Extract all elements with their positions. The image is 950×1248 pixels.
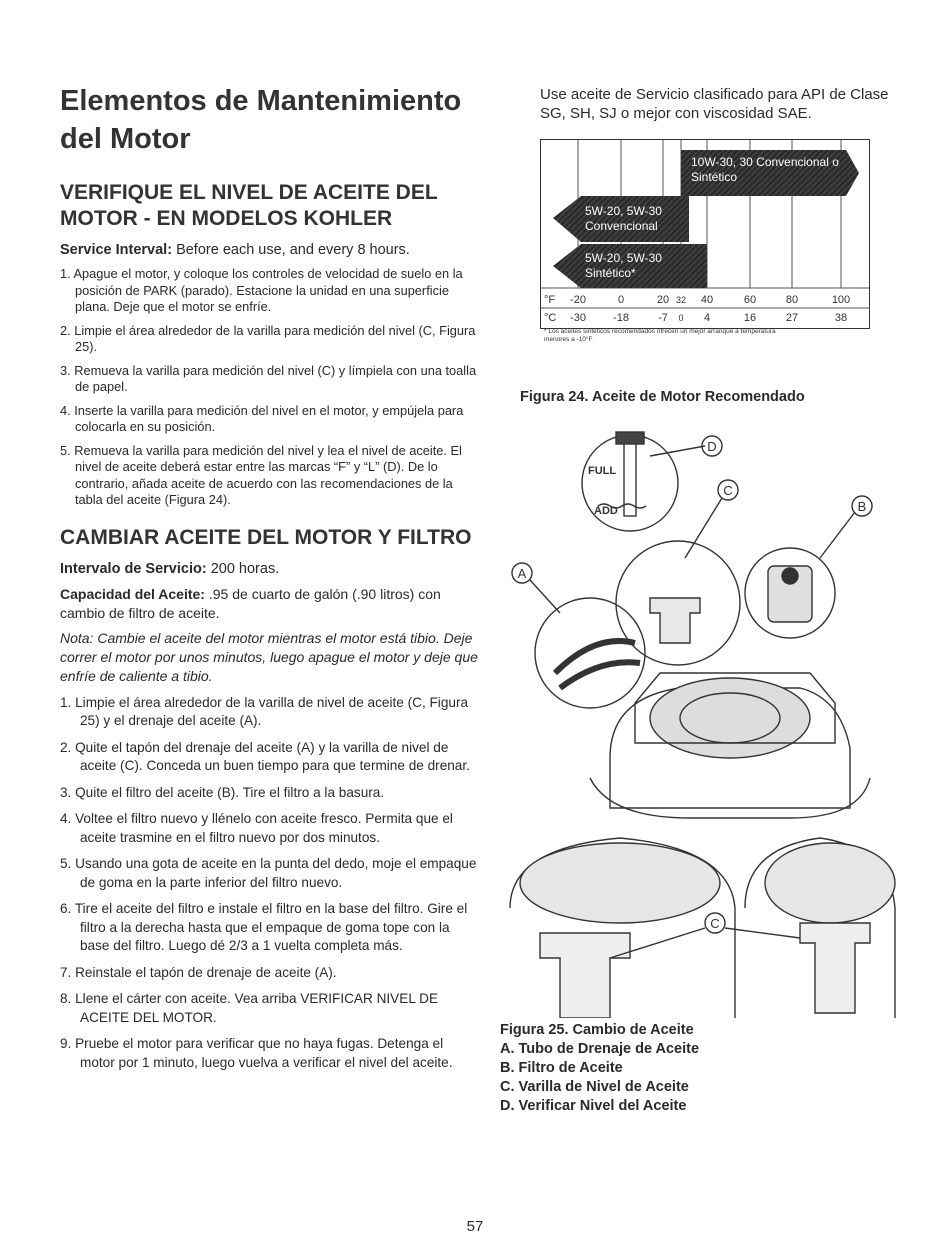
arrow-low-label-2: Sintético* [585,266,636,280]
list-item: 4. Inserte la varilla para medición del nivel en el motor, y empújela para colocarla en su posición. [60,402,464,434]
left-column [60,82,480,1080]
list-item: 5. Remueva la varilla para medición del nivel y lea el nivel de aceite. El nivel de aceite deberá estar entre las marcas “F” y “L” (D). De lo contrario, añada aceite de acuerdo con las recomendaciones de la tabla del aceite (Figura 24). [60,442,462,507]
change-interval-value: 200 horas. [206,560,280,577]
c-tick: 4 [703,312,711,324]
arrow-top-label-2: Sintético [691,170,738,184]
change-interval [60,559,480,579]
callout-c-label: C [723,483,733,498]
f-ticks [570,294,850,306]
list-item: 1. Limpie el área alrededor de la varilla de nivel de aceite (C, Figura 25) y el drenaje del aceite (A). [60,694,469,728]
c-tick: 38 [834,312,848,324]
change-interval-label: Intervalo de Servicio: [60,560,207,577]
page-title: Elementos de Mantenimiento del Motor [60,85,462,155]
list-item: 2. Limpie el área alrededor de la varilla para medición del nivel (C, Figura 25). [60,322,476,354]
oil-viscosity-chart [540,139,870,343]
legend-item-a: A. Tubo de Drenaje de Aceite [500,1041,700,1057]
arrow-top-label-1: 10W-30, 30 Convencional o [691,155,839,169]
chart-footnote-line-1: * Los aceites sintéticos recomendados ofrecen un mejor arranque a temperatura [544,328,776,335]
section-heading-check-oil: VERIFIQUE EL NIVEL DE ACEITE DEL MOTOR - EN MODELOS KOHLER [60,181,438,230]
list-item: 4. Voltee el filtro nuevo y llénelo con aceite fresco. Permita que el aceite trasmine en el filtro nuevo por dos minutos. [60,811,453,845]
c-unit: °C [544,312,557,324]
check-oil-steps [60,266,480,509]
c-tick: 27 [785,312,799,324]
f-tick: 20 [656,294,670,306]
list-item: 7. Reinstale el tapón de drenaje de aceite (A). [60,964,337,980]
warm-engine-note: Nota: Cambie el aceite del motor mientras el motor está tibio. Deje correr el motor por unos minutos, luego apague el motor y deje que enfríe de caliente a tibio. [60,629,478,684]
oil-capacity [60,585,480,623]
legend-item-d: D. Verificar Nivel del Aceite [500,1098,687,1114]
c-ticks [570,312,847,324]
dipstick-full-label: FULL [588,465,617,477]
arrow-low-label-1: 5W-20, 5W-30 [585,251,662,265]
f-tick: 32 [675,295,687,305]
legend-item-b: B. Filtro de Aceite [500,1060,623,1076]
oil-spec-intro: Use aceite de Servicio clasificado para API de Clase SG, SH, SJ o mejor con viscosidad SAE. [540,86,889,122]
service-interval-label: Service Interval: [60,242,173,258]
figure-24-caption: Figura 24. Aceite de Motor Recomendado [520,389,805,405]
service-interval-value: Before each use, and every 8 hours. [172,242,410,258]
oil-capacity-value: .95 de cuarto de galón (.90 litros) con cambio de filtro de aceite. [60,585,441,621]
callout-a-label: A [517,566,527,581]
figure-25-illustration [500,418,900,1118]
list-item: 8. Llene el cárter con aceite. Vea arriba VERIFICAR NIVEL DE ACEITE DEL MOTOR. [60,991,439,1025]
page-number: 57 [466,1218,484,1235]
f-tick: 40 [700,294,714,306]
change-oil-steps [60,694,480,1073]
callout-d-label: D [707,439,717,454]
figure-25-caption-block [500,1021,699,1116]
list-item: 1. Apague el motor, y coloque los controles de velocidad de suelo en la posición de PARK (parado). Estacione la unidad en una superficie plana. Deje que el motor se enfríe. [60,266,463,314]
f-tick: 0 [617,294,625,306]
list-item: 6. Tire el aceite del filtro e instale el filtro en la base del filtro. Gire el filtro a la derecha hasta que el empaque de goma tope con la base del filtro. Luego dé 2/3 a 1 vuelta completa más. [60,901,468,953]
c-tick: -30 [570,312,586,324]
oil-capacity-label: Capacidad del Aceite: [60,585,205,602]
arrow-mid-label-1: 5W-20, 5W-30 [585,204,662,218]
chart-footnote-line-2: menores a -10°F [544,336,593,343]
service-interval [60,240,480,260]
f-tick: 80 [785,294,799,306]
f-unit: °F [544,294,556,306]
oil-viscosity-chart-svg [541,140,869,328]
f-tick: 100 [831,294,851,306]
drain-tube-circle [535,598,645,708]
section-heading-change-oil: CAMBIAR ACEITE DEL MOTOR Y FILTRO [60,525,472,549]
list-item: 3. Quite el filtro del aceite (B). Tire el filtro a la basura. [60,784,385,800]
c-tick: -7 [658,312,668,324]
right-column [500,85,900,1114]
callout-b-label: B [857,499,867,514]
legend-item-c: C. Varilla de Nivel de Aceite [500,1079,689,1095]
list-item: 2. Quite el tapón del drenaje del aceite (A) y la varilla de nivel de aceite (C). Conceda un buen tiempo para que termine de drenar. [60,739,470,773]
dipstick-add-label: ADD [594,505,618,517]
list-item: 9. Pruebe el motor para verificar que no haya fugas. Detenga el motor por 1 minuto, luego vuelva a verificar el nivel del aceite. [60,1036,453,1070]
c-tick: 16 [743,312,757,324]
c-tick: 0 [678,313,684,323]
arrow-mid-label-2: Convencional [585,219,658,233]
list-item: 3. Remueva la varilla para medición del nivel (C) y límpiela con una toalla de papel. [60,362,477,394]
figure-25-svg [500,418,900,1018]
list-item: 5. Usando una gota de aceite en la punta del dedo, moje el empaque de goma en la parte inferior del filtro nuevo. [60,856,477,890]
figure-25-caption: Figura 25. Cambio de Aceite [500,1022,694,1038]
f-tick: 60 [743,294,757,306]
f-tick: -20 [570,294,586,306]
callout-c-lower-label: C [710,916,720,931]
chart-footnote [544,328,864,344]
c-tick: -18 [613,312,629,324]
